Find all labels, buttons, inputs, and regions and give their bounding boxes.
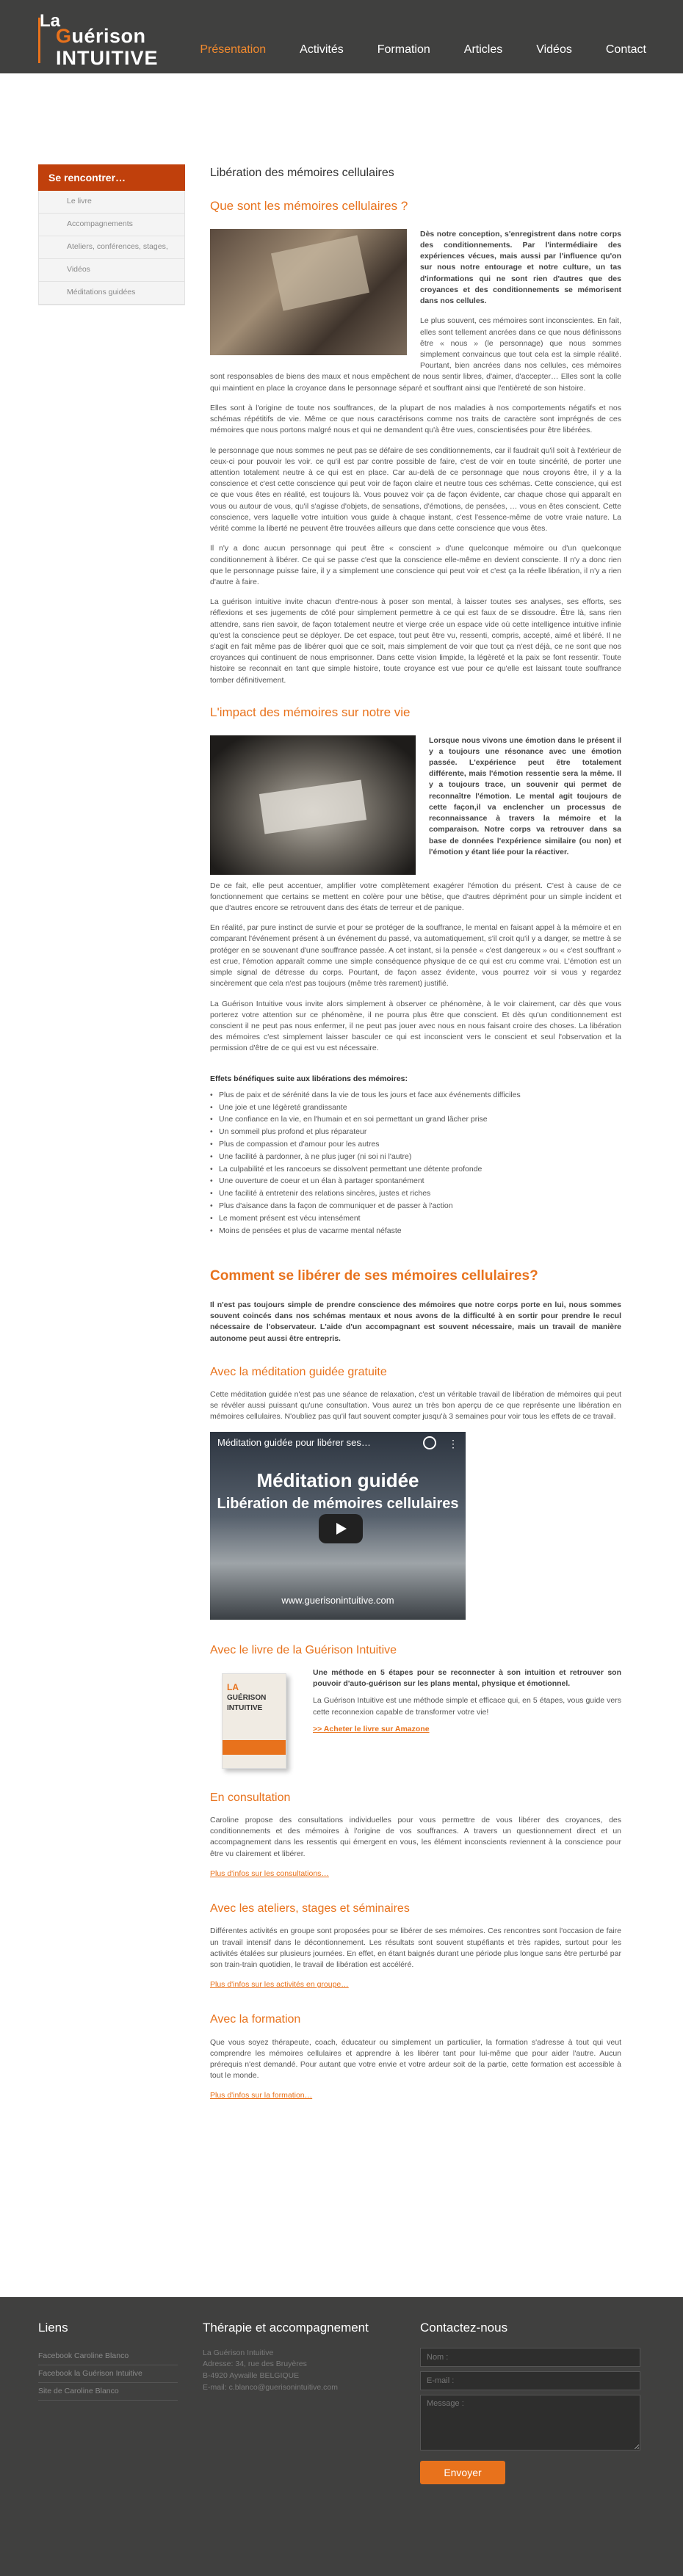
video-title: Méditation guidée pour libérer ses… [217, 1436, 371, 1448]
effects-list [210, 1089, 621, 1237]
footer-contact [420, 2319, 640, 2484]
list-item: • Moins de pensées et plus de vacarme mental néfaste [210, 1225, 621, 1237]
clock-icon[interactable] [423, 1436, 436, 1449]
address-line: B-4920 Aywaille BELGIQUE [203, 2371, 300, 2381]
book-block [210, 1667, 621, 1769]
book-cover-band [223, 1740, 286, 1755]
video-subheading: Libération de mémoires cellulaires [217, 1495, 459, 1512]
section-title-meditation: Avec la méditation guidée gratuite [210, 1365, 387, 1378]
list-item: • Une joie et une légèreté grandissante [210, 1102, 621, 1114]
paragraph: Elles sont à l'origine de toute nos souffrances, de la plupart de nos maladies à nos comportements négatifs et nos schémas répétitifs de vie. Même ce que nous caractérisons comme nos traits de caractère sont imprégnés de ces mémoires que nous portons malgré nous et qui ne demandent qu'à être vues, conscientisées pour être libérées. [210, 403, 621, 435]
logo-line-intuitive: INTUITIVE [56, 47, 159, 69]
paragraph: Une méthode en 5 étapes pour se reconnecter à son intuition et retrouver son pouvoir d'auto-guérison sur les plans mental, physique et émotionnel. [313, 1667, 621, 1689]
nav-videos[interactable]: Vidéos [536, 43, 572, 56]
section-title-book: Avec le livre de la Guérison Intuitive [210, 1643, 397, 1656]
email-field[interactable] [420, 2371, 640, 2390]
footer-contact-title: Contactez-nous [420, 2321, 508, 2335]
list-item: • Une ouverture de coeur et un élan à partager spontanément [210, 1175, 621, 1187]
sidebar-title: Se rencontrer… [38, 164, 185, 191]
list-item: • Plus de paix et de sérénité dans la vie de tous les jours et face aux événements difficiles [210, 1089, 621, 1102]
section-lead-what: Dès notre conception, s'enregistrent dans notre corps des conditionnements. Par l'intermédiaire des expériences vécues, mais aussi par l'influence qu'on sur nous notre entourage et notre culture, un tas d'informations qui ne sont rien d'autres que des croyances et des conditionnements se mémorisent dans nos cellules. [420, 229, 621, 306]
section-title-workshops: Avec les ateliers, stages et séminaires [210, 1902, 410, 1915]
consultations-link[interactable]: Plus d'infos sur les consultations… [210, 1869, 329, 1878]
video-heading: Méditation guidée [256, 1469, 419, 1491]
paragraph: En réalité, par pure instinct de survie et pour se protéger de la souffrance, le mental en faisant appel à la mémoire et en comparant l'événement présent à un événement du passé, va automatiquement, s'il croit qu'il y a danger, se mettre à se protéger en se souvenant d'une souffrance passée. A cet instant, si la pensée « c'est dangereux » ou « c'est souffrant » est crue, l'émotion apparaît comme une simple conséquence physique de ce qui est cru comme vrai. L'émotion est un simple signal de détresse du corps. Pourtant, de façon assez évidente, vous pourrez voir si vous y regardez sincèrement que cela n'est pas toujours (même très rarement) justifié. [210, 923, 621, 989]
play-icon[interactable] [319, 1514, 363, 1543]
section-lead-how: Il n'est pas toujours simple de prendre conscience des mémoires que notre corps porte en lui, nous sommes souvent coincés dans nos schémas mentaux et nous avons de la difficulté à en sortir pour prendre le recul nécessaire de l'observateur. L'aide d'un accompagnant est souvent nécessaire, mais un travail de manière autonome peut aussi être entrepris. [210, 1300, 621, 1343]
footer-links-title: Liens [38, 2321, 68, 2335]
site-header [0, 0, 683, 73]
footer-address [203, 2348, 369, 2394]
list-item: • La culpabilité et les rancoeurs se dissolvent permettant une détente profonde [210, 1163, 621, 1176]
sidebar-item-accompagnements[interactable]: Accompagnements [39, 214, 184, 236]
training-link[interactable]: Plus d'infos sur la formation… [210, 2091, 313, 2100]
buy-book-link[interactable]: >> Acheter le livre sur Amazone [313, 1724, 430, 1733]
paragraph: le personnage que nous sommes ne peut pas se défaire de ses conditionnements, car il faudrait qu'il soit à l'extérieur de ceux-ci pour pouvoir les voir. ce qu'il est par contre possible de faire, c'est de voir en toute sincérité, de porter une attention totalement neutre à ce qui est en place. Car au-delà de ce personnage que nous croyons être, il y a la conscience et c'est cette conscience qui peut voir de façon claire et neutre tous ces schémas. Cette conscience, qui est ce que vous êtes en réalité, est toujours là. Vous pouvez voir ça de façon évidente, car chaque chose qui apparaît en vous ou autour de vous, qu'il s'agisse d'objets, de sensations, d'émotions, de pensées, … vous en êtes conscient. Cette conscience, vers laquelle votre intuition vous guide à chaque instant, c'est l'essence-même de votre vraie nature. La vérité comme la liberté ne peuvent être trouvées ailleurs que dans cette conscience que vous êtes. [210, 445, 621, 534]
nav-contact[interactable]: Contact [605, 43, 646, 56]
book-cover-line: GUÉRISON [227, 1693, 267, 1702]
section-title-impact: L'impact des mémoires sur notre vie [210, 705, 411, 719]
address-line: Adresse: 34, rue des Bruyères [203, 2359, 307, 2369]
section-lead-impact: Lorsque nous vivons une émotion dans le présent il y a toujours une résonance avec une émotion passée. L'expérience peut être totalement différente, mais l'émotion ressentie sera la même. Il y a toujours trace, un souvenir qui permet de reconnaître l'émotion. Le mental agit toujours de cette façon,il va enclencher un processus de reconnaissance à travers la mémoire et la comparaison. Notre corps va retrouver dans sa base de données l'expérience similaire (ou non) et l'émotion y étant liée pour la réactiver. [429, 735, 621, 856]
sidebar-list [38, 191, 185, 305]
effects-title: Effets bénéfiques suite aux libérations des mémoires: [210, 1074, 408, 1083]
list-item: • Une confiance en la vie, en l'humain et en soi permettant un grand lâcher prise [210, 1113, 621, 1126]
footer-link-site-caroline[interactable]: Site de Caroline Blanco [38, 2383, 178, 2401]
nav-activites[interactable]: Activités [300, 43, 344, 56]
nav-formation[interactable]: Formation [377, 43, 430, 56]
sidebar [38, 164, 185, 305]
list-item: • Plus de compassion et d'amour pour les autres [210, 1138, 621, 1151]
section-title-how: Comment se libérer de ses mémoires cellulaires? [210, 1268, 538, 1284]
group-activities-link[interactable]: Plus d'infos sur les activités en groupe… [210, 1980, 349, 1990]
paragraph: Que vous soyez thérapeute, coach, éducateur ou simplement un particulier, la formation s'adresse à tout qui veut comprendre les mémoires cellulaires et apprendre à les libérer tant pour lui-même que pour aider l'autre. Aucun prérequis n'est demandé. Pour autant que votre envie et votre ardeur soit de la partie, cette formation est accessible à tout le monde. [210, 2037, 621, 2081]
book-cover-line: LA [227, 1681, 239, 1692]
sidebar-item-livre[interactable]: Le livre [39, 191, 184, 214]
name-field[interactable] [420, 2348, 640, 2367]
list-item: • Le moment présent est vécu intensément [210, 1212, 621, 1225]
footer-links [38, 2319, 178, 2401]
page-body [0, 73, 683, 2297]
sidebar-item-meditations[interactable]: Méditations guidées [39, 282, 184, 305]
paragraph: La guérison intuitive invite chacun d'entre-nous à poser son mental, à laisser toutes ses analyses, ses efforts, ses réflexions et ses jugements de côté pour simplement permettre à ce qui est faux de se dissoudre. Être là, sans rien attendre, sans rien savoir, de façon totalement neutre et vierge crée un espace vide où cette intelligence intuitive infinie qu'est la conscience peut se déployer. De cet espace, tout peut être vu, ressenti, compris, accepté, aimé et libéré. Il ne s'agit en fait même pas de libérer quoi que ce soit, mais simplement de voir que tout ça n'est déjà, ce ne sont que nos croyances qui continuent de nous emprisonner. Dans cette vision limpide, la légèreté et la paix se font ressentir. Toute histoire se reconnait en tant que simple histoire, toute croyance est vue pour ce qu'elle est laissant toute souffrance tomber définitivement. [210, 597, 621, 685]
logo-initial: G [56, 25, 72, 47]
book-cover-line: INTUITIVE [227, 1703, 263, 1712]
book-description [313, 1667, 621, 1769]
page-title: Libération des mémoires cellulaires [210, 167, 394, 179]
footer-therapy-title: Thérapie et accompagnement [203, 2321, 369, 2335]
paragraph: Caroline propose des consultations individuelles pour vous permettre de vous libérer des croyances, des conditionnements et des mémoires à l'origine de vos souffrances. A travers un questionnement direct et un accompagnement dans les ressentis qui émergent en vous, les élément inconscients reviennent à la conscience pour être vu clairement et libérer. [210, 1816, 621, 1858]
paragraph: De ce fait, elle peut accentuer, amplifier votre complètement exagérer l'émotion du présent. C'est à cause de ce fonctionnement que certains se mettent en colère pour une bêtise, que d'autres déprimént pour un simple incident et que d'autres encore se retrouvent dans des états de terreur et de panique. [210, 881, 621, 912]
section-title-training: Avec la formation [210, 2013, 301, 2026]
paragraph: Différentes activités en groupe sont proposées pour se libérer de ses mémoires. Ces rencontres sont l'occasion de faire un travail intensif dans le décontionnement. Les résultats sont souvent stupéfiants et très rapides, surtout pour les activités étalées sur plusieurs journées. En effet, en étant baignés durant une période plus longue sans être perturbé par son train-train quotidien, le travail de libération est accéléré. [210, 1926, 621, 1969]
photo-vintage-letters [210, 735, 416, 875]
logo-line-guerison-rest: uérison [71, 25, 146, 47]
paragraph: La Guérison Intuitive vous invite alors simplement à observer ce phénomène, à le voir clairement, car dès que vous porterez votre attention sur ce phénomène, il ne pourra plus être que conscient. Et dès qu'un conditionnement est conscient il ne peut pas nous enfermer, il ne peut pas jouer avec nous en nous faisant croire des choses. La libération des mémoires c'est simplement laisser basculer ce qui est inconscient vers le conscient et seul l'observation et la permission d'être de ce qui est vu est nécessaire. [210, 999, 621, 1053]
list-item: • Une facilité à pardonner, à ne plus juger (ni soi ni l'autre) [210, 1151, 621, 1163]
section-title-consultation: En consultation [210, 1791, 291, 1804]
video-player[interactable] [210, 1432, 466, 1620]
more-vert-icon[interactable]: ⋮ [448, 1437, 458, 1449]
send-button[interactable]: Envoyer [420, 2461, 505, 2484]
list-item: • Une facilité à entretenir des relations sincères, justes et riches [210, 1187, 621, 1200]
list-item: • Plus d'aisance dans la façon de communiquer et de passer à l'action [210, 1200, 621, 1212]
main-content [210, 164, 621, 2122]
footer-link-facebook-caroline[interactable]: Facebook Caroline Blanco [38, 2348, 178, 2365]
sidebar-item-ateliers[interactable]: Ateliers, conférences, stages, [39, 236, 184, 259]
video-url: www.guerisonintuitive.com [281, 1594, 394, 1606]
message-field[interactable] [420, 2395, 640, 2451]
nav-articles[interactable]: Articles [463, 43, 503, 56]
sidebar-item-videos[interactable]: Vidéos [39, 259, 184, 282]
paragraph: Cette méditation guidée n'est pas une séance de relaxation, c'est un véritable travail de libération de mémoires qui peut se révéler aussi puissant qu'une consultation. Vous aurez un très bon aperçu de ce que représente une libération en mémoires cellulaires. N'oubliez pas qu'il faut souvent compter jusqu'à 3 semaines pour voir tous les effets de ce travail. [210, 1390, 621, 1422]
address-line: La Guérison Intuitive [203, 2348, 274, 2357]
nav-presentation[interactable]: Présentation [200, 43, 267, 56]
photo-old-photographs [210, 229, 407, 355]
paragraph: Le plus souvent, ces mémoires sont inconscientes. En fait, elles sont tellement ancrées dans ce que nous définissons être « nous » (le personnage) que nous sommes simplement convaincus que tout cela est la simple réalité. Pourtant, bien ancrées dans nos cellules, ces mémoires sont responsables de biens des maux et nous empêchent de nous sentir libres, d'aimer, d'accepter… Elles sont la colle qui maintient en place la croyance dans le personnage séparé et souffrant ainsi que l'entièreté de son histoire. [210, 316, 621, 393]
book-cover[interactable] [222, 1673, 286, 1769]
logo-line-la: La [40, 11, 61, 31]
footer-link-facebook-guerison[interactable]: Facebook la Guérison Intuitive [38, 2365, 178, 2383]
paragraph: Il n'y a donc aucun personnage qui peut être « conscient » d'une quelconque mémoire ou d'un quelconque conditionnement à libérer. Ce qui se passe c'est que la conscience elle-même en devient consciente. Il n'y a donc rien que le personnage puisse faire, il y a simplement une conscience qui peut voir et c'est ça la réelle libération, il n'y a rien d'autre à faire. [210, 544, 621, 586]
main-nav [200, 41, 646, 58]
footer-therapy [203, 2319, 369, 2394]
site-logo[interactable] [35, 7, 189, 68]
list-item: • Un sommeil plus profond et plus réparateur [210, 1126, 621, 1138]
section-title-what: Que sont les mémoires cellulaires ? [210, 199, 408, 214]
site-footer [0, 2297, 683, 2576]
paragraph: La Guérison Intuitive est une méthode simple et efficace qui, en 5 étapes, vous guide vers cette reconnexion capable de transformer votre vie! [313, 1696, 621, 1717]
address-line: E-mail: c.blanco@guerisonintuitive.com [203, 2382, 338, 2392]
